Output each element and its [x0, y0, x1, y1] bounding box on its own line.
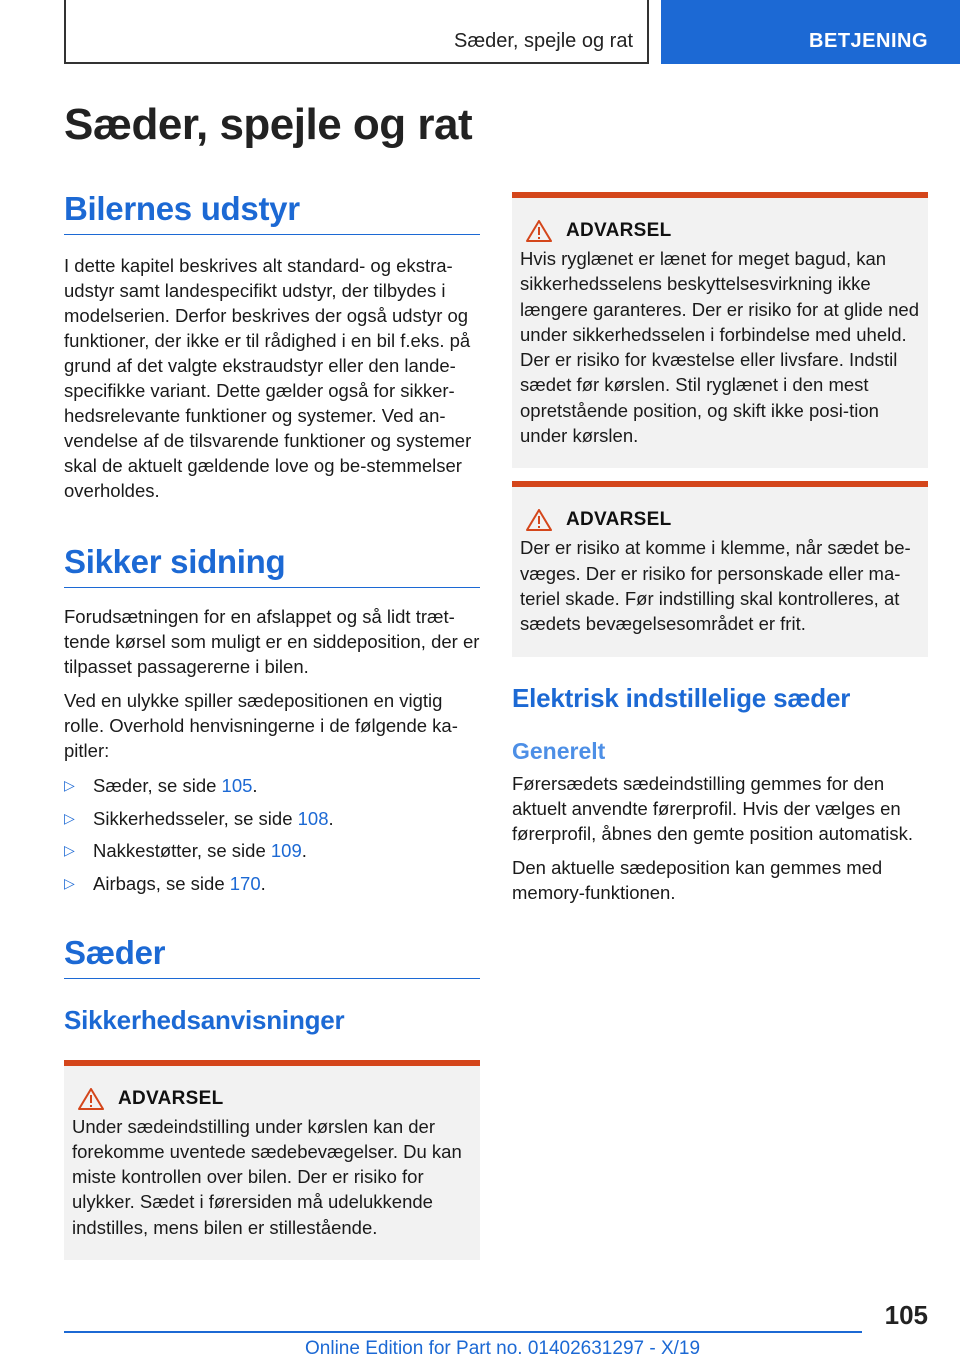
warning-triangle-icon: [526, 509, 552, 531]
footer-edition: Online Edition for Part no. 01402631297 - X/19: [305, 1338, 701, 1359]
warning-triangle-icon: [526, 220, 552, 242]
heading-general: Generelt: [512, 737, 606, 764]
warning-title: ADVARSEL: [118, 1087, 224, 1109]
paragraph-safe-1: Forudsætningen for en afslappet og så lidt træt-tende kørsel som muligt er en siddeposition, der er tilpasset passagererne i bilen.: [64, 606, 480, 677]
page-link[interactable]: 109: [270, 840, 302, 861]
paragraph-general-1: Førersædets sædeindstilling gemmes for den aktuelt anvendte førerprofil. Hvis der vælges en førerprofil, åbnes den gemte position automatisk.: [512, 772, 914, 844]
bullet-icon: ▷: [64, 874, 75, 891]
heading-equipment: Bilernes udstyr: [64, 190, 480, 235]
heading-seats: Sæder: [64, 934, 480, 979]
warning-triangle-icon: [78, 1088, 104, 1110]
heading-safe-seating: Sikker sidning: [64, 543, 480, 588]
warning-text: Hvis ryglænet er lænet for meget bagud, kan sikkerhedsselens beskyttelsesvirkning ikke længere garanteres. Der er risiko for at glide ned under sikkerhedsselen i forbindelse med uheld. Der er risiko for kvæstelse eller livsfare. Indstil sædet før kørslen. Stil ryglænet i den mest opretstående position, og skift ikke posi-tion under kørslen.: [520, 248, 919, 447]
heading-electric-seats: Elektrisk indstillelige sæder: [512, 682, 851, 713]
list-item: ▷ Nakkestøtter, se side 109.: [64, 840, 307, 861]
warning-text: Der er risiko at komme i klemme, når sædet be-væges. Der er risiko for personskade eller ma-teriel skade. Før indstilling skal kontrolleres, at sædets bevægelsesområdet er frit.: [520, 537, 911, 635]
warning-text: Under sædeindstilling under kørslen kan der forekomme uventede sædebevægelser. Du kan miste kontrollen over bilen. Der er risiko for ulykker. Sædet i førersiden må udelukkende indstilles, mens bilen er stillestående.: [72, 1115, 462, 1238]
bullet-icon: ▷: [64, 842, 75, 858]
warning-box: [64, 1060, 480, 1260]
list-item: ▷ Airbags, se side 170.: [64, 872, 266, 894]
page-link[interactable]: 108: [297, 807, 329, 829]
page-title: Sæder, spejle og rat: [64, 100, 473, 149]
bullet-icon: ▷: [64, 809, 75, 826]
list-item: ▷ Sæder, se side 105.: [64, 775, 258, 796]
header-tab-label: BETJENING: [809, 30, 928, 52]
warning-box: [512, 192, 928, 468]
footer-divider: [64, 1331, 862, 1333]
paragraph-general-2: Den aktuelle sædeposition kan gemmes med memory-funktionen.: [512, 856, 883, 903]
reference-list: [64, 773, 480, 896]
list-item: ▷ Sikkerhedsseler, se side 108.: [64, 807, 334, 829]
page-number: 105: [884, 1300, 928, 1330]
heading-safety-notes: Sikkerhedsanvisninger: [64, 1004, 345, 1035]
paragraph-safe-2: Ved en ulykke spiller sædepositionen en vigtig rolle. Overhold henvisningerne i de følgende ka-pitler:: [64, 690, 458, 761]
page-link[interactable]: 170: [229, 872, 261, 894]
header-tab: [661, 0, 960, 64]
paragraph-equipment: I dette kapitel beskrives alt standard- og ekstra-udstyr samt landespecifikt udstyr, der tilbydes i modelserien. Derfor beskrives der også udstyr og funktioner, der ikke er til rådighed i en bil f.eks. på grund af det valgte ekstraudstyr eller den lande-specifikke variant. Dette gælder også for sikker-hedsrelevante funktioner og systemer. Ved an-vendelse af de tilsvarende funktioner og systemer skal de aktuelt gældende love og be-stemmelser overholdes.: [64, 255, 472, 501]
warning-title: ADVARSEL: [566, 509, 672, 531]
page-link[interactable]: 105: [221, 775, 253, 796]
header-box: [64, 0, 649, 64]
warning-box: [512, 481, 928, 656]
left-column: [64, 190, 480, 1260]
warning-title: ADVARSEL: [566, 220, 672, 241]
header-section-title: Sæder, spejle og rat: [454, 30, 633, 52]
right-column: [512, 192, 928, 905]
bullet-icon: ▷: [64, 777, 75, 793]
